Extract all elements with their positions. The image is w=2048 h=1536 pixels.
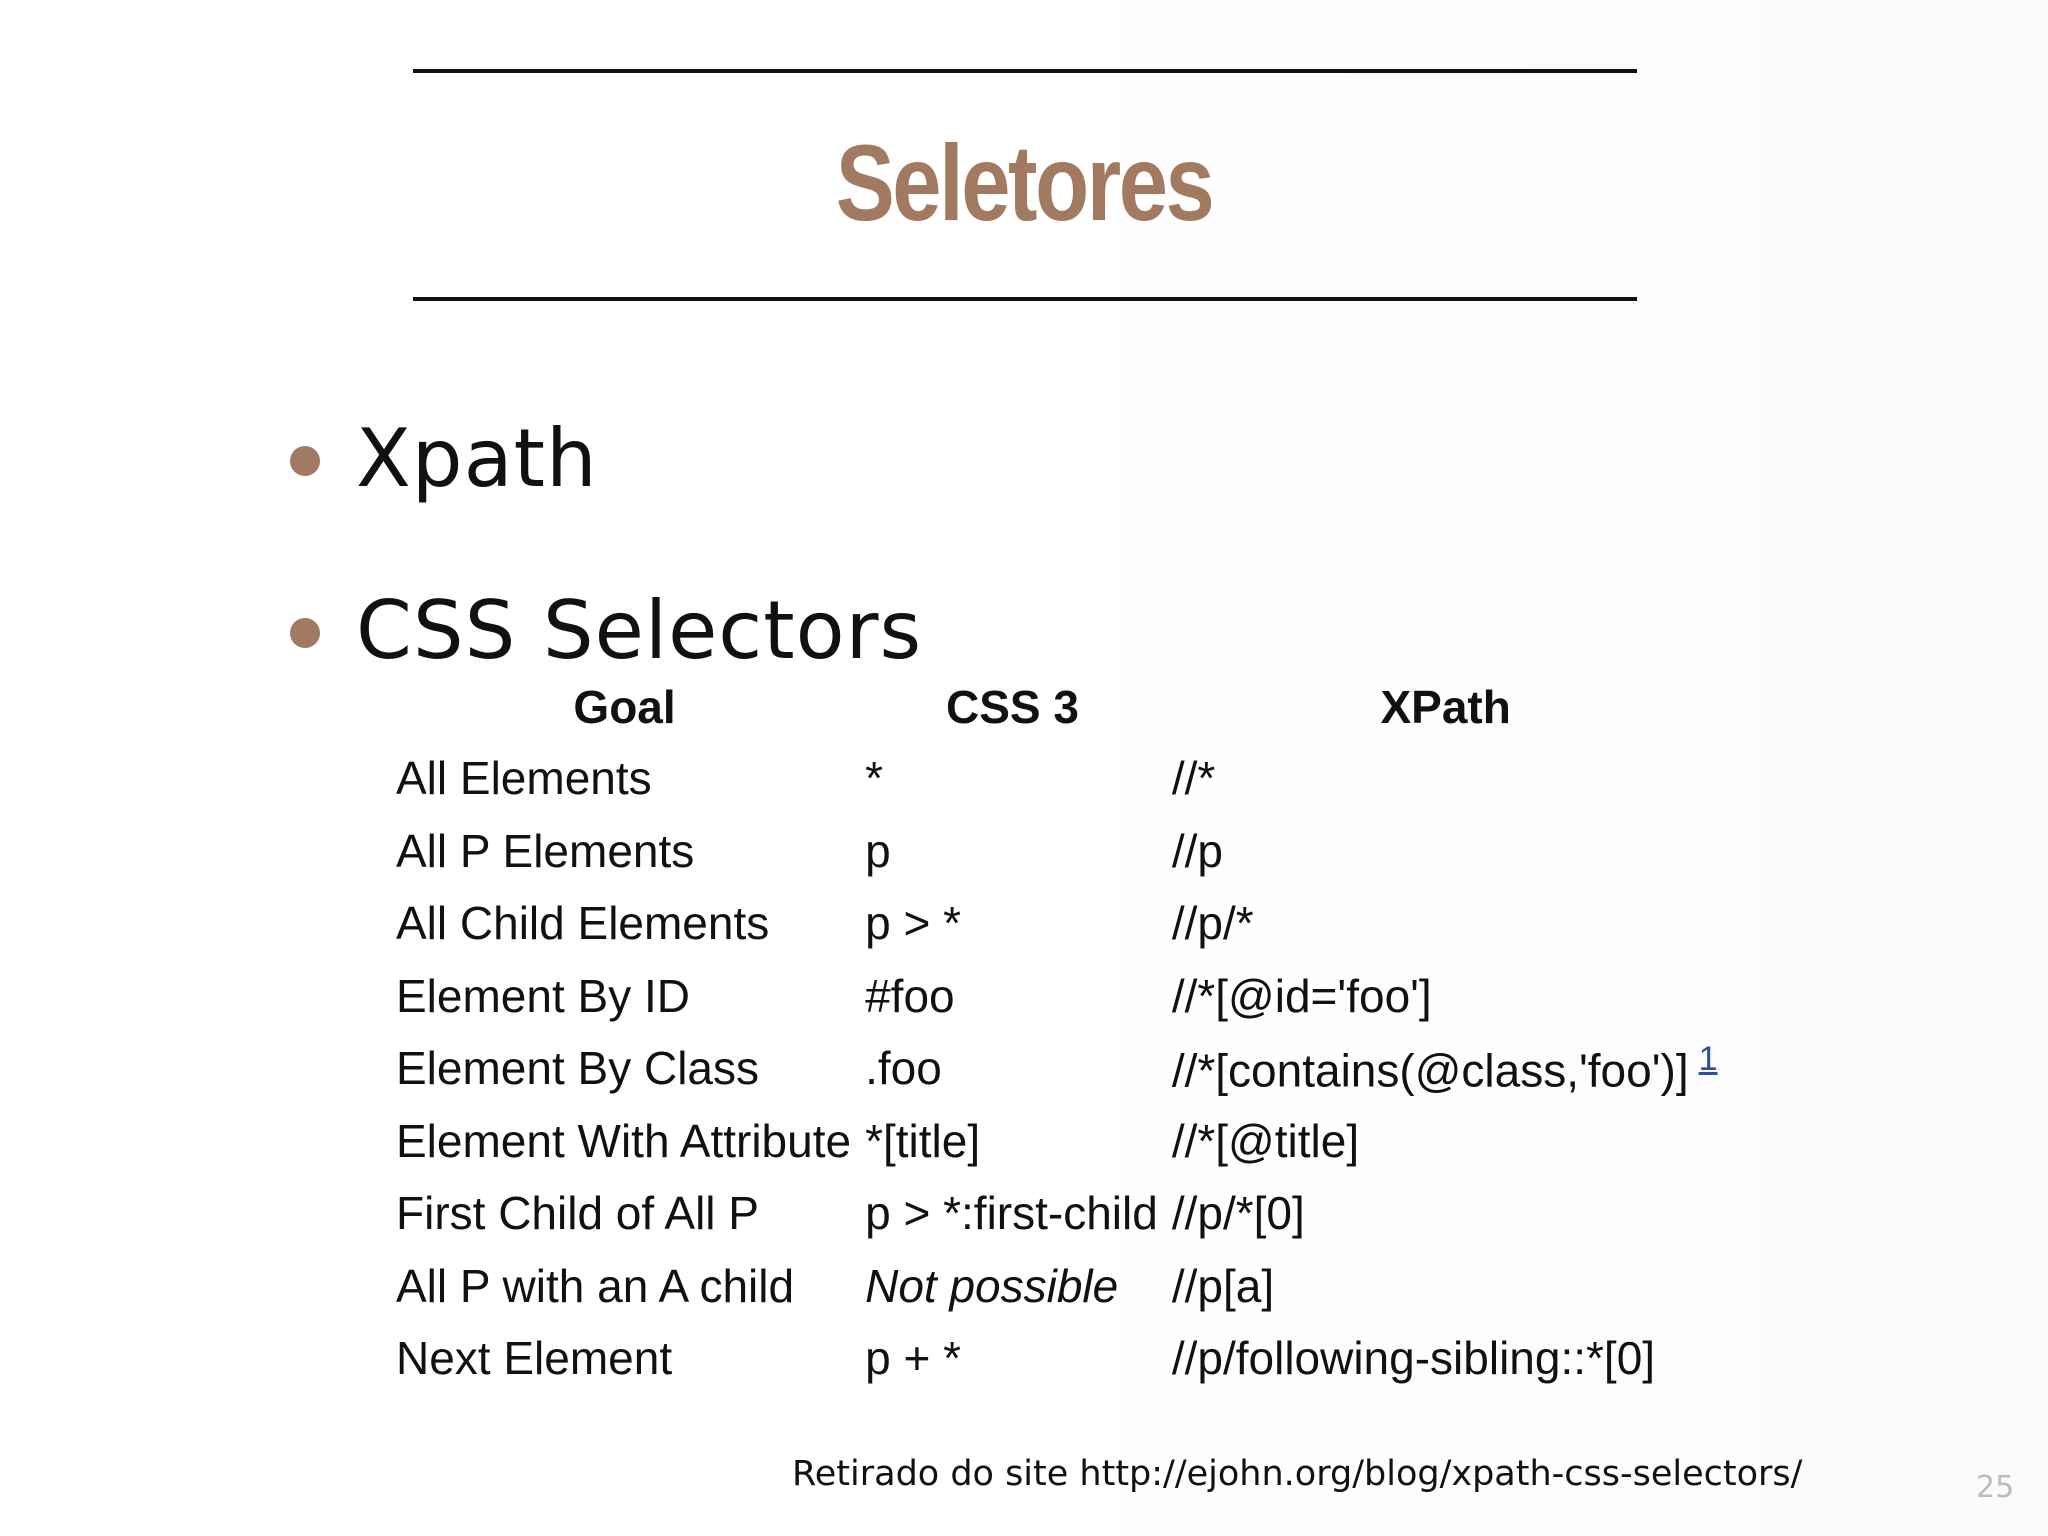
- page-number: 25: [1976, 1470, 2015, 1505]
- slide-title: Seletores: [835, 122, 1213, 243]
- goal-cell: Element With Attribute: [396, 1114, 852, 1167]
- bullet-dot-icon: [290, 446, 320, 476]
- table-row: [390, 1177, 1726, 1250]
- css-cell: #foo: [865, 969, 955, 1022]
- bullet-item: [290, 372, 922, 544]
- xpath-cell: //*: [1171, 752, 1216, 805]
- css-cell: p + *: [865, 1332, 962, 1385]
- goal-cell: All P Elements: [396, 824, 695, 877]
- title-bottom-rule: [413, 297, 1637, 301]
- bullet-text: Xpath: [356, 411, 598, 505]
- title-top-rule: [413, 69, 1637, 73]
- goal-cell: Element By Class: [396, 1042, 760, 1095]
- goal-cell: All Elements: [396, 752, 652, 805]
- goal-cell: Element By ID: [396, 969, 690, 1022]
- goal-cell: First Child of All P: [396, 1187, 759, 1240]
- css-cell: *: [865, 752, 883, 805]
- css-cell: .foo: [865, 1042, 942, 1095]
- xpath-cell: //p[a]: [1171, 1259, 1275, 1312]
- bullet-dot-icon: [290, 618, 320, 648]
- xpath-cell: //p: [1171, 824, 1223, 877]
- column-header-css: CSS 3: [945, 681, 1079, 733]
- xpath-cell: //p/following-sibling::*[0]: [1171, 1332, 1656, 1385]
- xpath-cell: //p/*: [1171, 897, 1254, 950]
- css-cell: *[title]: [865, 1114, 981, 1167]
- table-row: [390, 1250, 1726, 1323]
- table-row: [390, 815, 1726, 888]
- selectors-table: [390, 672, 1726, 1395]
- xpath-cell: [1166, 1032, 1726, 1105]
- xpath-text: //*[contains(@class,'foo')]: [1171, 1043, 1689, 1096]
- xpath-cell: //*[@id='foo']: [1171, 969, 1432, 1022]
- column-header-xpath: XPath: [1380, 681, 1511, 733]
- bullet-list: [290, 372, 922, 716]
- goal-cell: All Child Elements: [396, 897, 770, 950]
- css-cell: p: [865, 824, 891, 877]
- table-header-row: [390, 672, 1726, 742]
- table-row: [390, 1032, 1726, 1105]
- table-row: [390, 960, 1726, 1033]
- css-cell: p > *:first-child: [865, 1187, 1158, 1240]
- css-cell: p > *: [865, 897, 962, 950]
- column-header-goal: Goal: [573, 681, 676, 733]
- xpath-cell: //p/*[0]: [1171, 1187, 1305, 1240]
- xpath-cell: //*[@title]: [1171, 1114, 1360, 1167]
- source-caption: Retirado do site http://ejohn.org/blog/xpath-css-selectors/: [792, 1454, 1803, 1494]
- goal-cell: All P with an A child: [396, 1259, 795, 1312]
- goal-cell: Next Element: [396, 1332, 673, 1385]
- table-row: [390, 742, 1726, 815]
- table-row: [390, 1322, 1726, 1395]
- bullet-text: CSS Selectors: [356, 583, 923, 677]
- table-row: [390, 887, 1726, 960]
- css-cell: Not possible: [865, 1259, 1119, 1312]
- table-row: [390, 1105, 1726, 1178]
- footnote-link[interactable]: 1: [1698, 1039, 1718, 1078]
